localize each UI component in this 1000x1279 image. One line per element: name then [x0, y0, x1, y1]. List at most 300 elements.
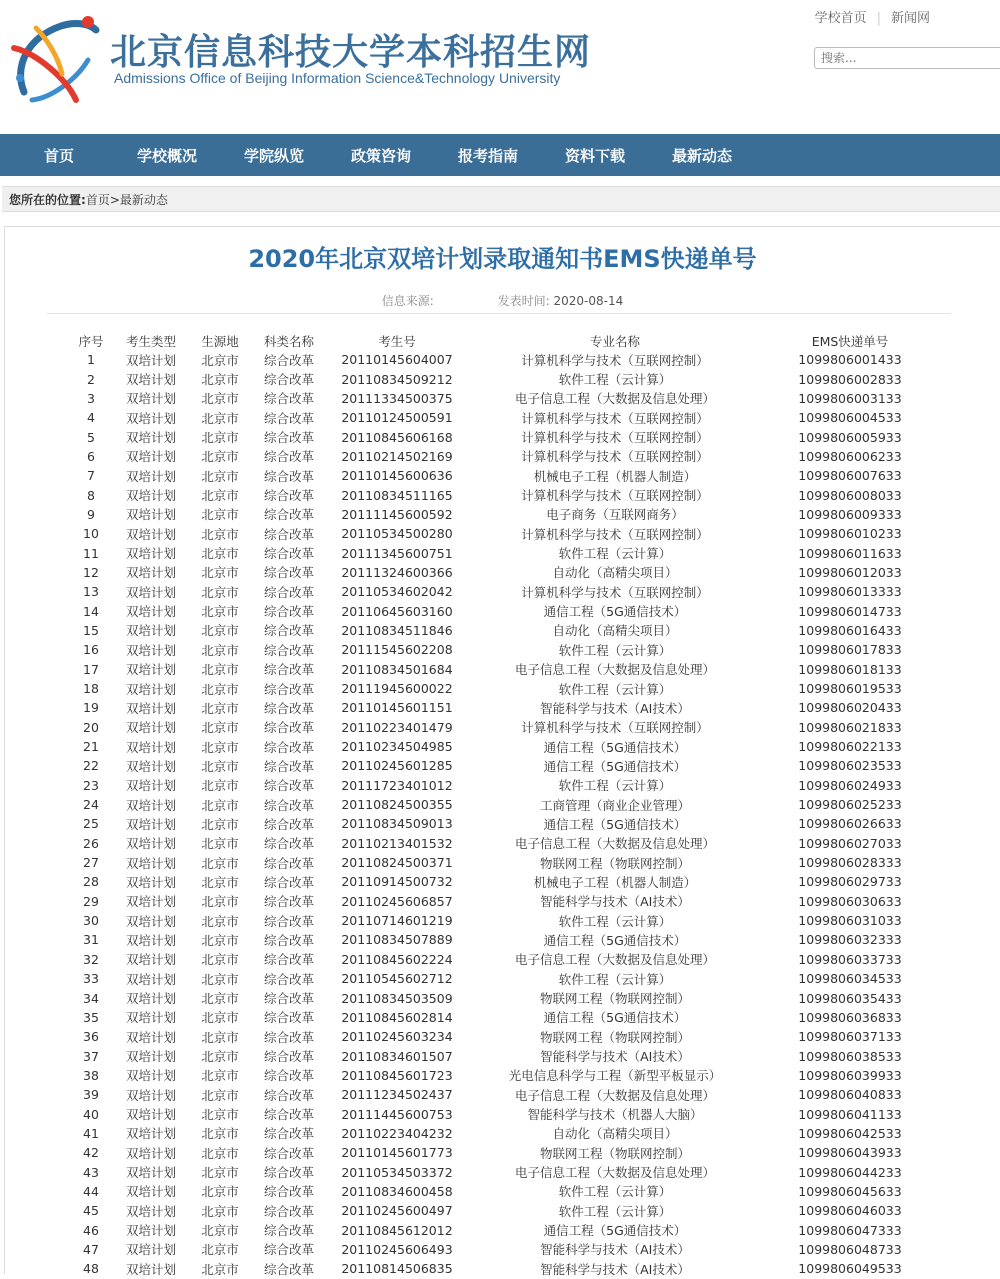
cell-origin: 北京市 [201, 913, 239, 929]
cell-major: 计算机科学与技术（互联网控制） [521, 352, 709, 368]
cell-origin: 北京市 [201, 623, 239, 639]
cell-major: 智能科学与技术（AI技术） [540, 1261, 690, 1277]
cell-type: 双培计划 [125, 952, 176, 968]
table-row [71, 466, 935, 485]
cell-origin: 北京市 [201, 1107, 239, 1123]
cell-major: 通信工程（5G通信技术） [543, 816, 687, 832]
cell-exam-id: 20110845602224 [341, 951, 453, 967]
cell-exam-id: 20110145604007 [341, 352, 453, 368]
cell-ems-number: 1099806031033 [798, 913, 902, 929]
top-link-divider: | [876, 11, 881, 26]
cell-category: 综合改革 [263, 623, 314, 639]
cell-category: 综合改革 [263, 952, 314, 968]
cell-exam-id: 20110223404232 [341, 1125, 453, 1141]
cell-origin: 北京市 [201, 932, 239, 948]
cell-category: 综合改革 [263, 778, 314, 794]
table-row [71, 814, 935, 833]
cell-category: 综合改革 [263, 1107, 314, 1123]
cell-origin: 北京市 [201, 1029, 239, 1045]
header-major: 专业名称 [589, 333, 640, 349]
cell-type: 双培计划 [125, 1145, 176, 1161]
table-row [71, 679, 935, 698]
cell-origin: 北京市 [201, 991, 239, 1007]
cell-category: 综合改革 [263, 816, 314, 832]
cell-ems-number: 1099806001433 [798, 352, 902, 368]
table-row [71, 524, 935, 543]
cell-type: 双培计划 [125, 468, 176, 484]
cell-category: 综合改革 [263, 720, 314, 736]
cell-index: 12 [83, 564, 99, 580]
cell-type: 双培计划 [125, 410, 176, 426]
cell-type: 双培计划 [125, 758, 176, 774]
cell-major: 软件工程（云计算） [558, 372, 672, 388]
cell-ems-number: 1099806045633 [798, 1183, 902, 1199]
table-row [71, 930, 935, 949]
table-row [71, 1046, 935, 1065]
header-category: 科类名称 [263, 333, 314, 349]
cell-index: 1 [87, 352, 95, 368]
table-row [71, 756, 935, 775]
cell-ems-number: 1099806038533 [798, 1048, 902, 1064]
cell-index: 16 [83, 642, 99, 658]
cell-origin: 北京市 [201, 836, 239, 852]
table-row [71, 1085, 935, 1104]
cell-index: 21 [83, 739, 99, 755]
cell-category: 综合改革 [263, 1010, 314, 1026]
cell-category: 综合改革 [263, 1184, 314, 1200]
cell-ems-number: 1099806048733 [798, 1241, 902, 1257]
cell-type: 双培计划 [125, 1242, 176, 1258]
cell-ems-number: 1099806012033 [798, 564, 902, 580]
cell-index: 32 [83, 951, 99, 967]
cell-exam-id: 20110245601285 [341, 758, 453, 774]
header-origin: 生源地 [201, 333, 239, 349]
cell-index: 18 [83, 681, 99, 697]
cell-ems-number: 1099806036833 [798, 1009, 902, 1025]
cell-ems-number: 1099806002833 [798, 371, 902, 387]
nav-item-colleges[interactable]: 学院纵览 [244, 147, 305, 165]
cell-origin: 北京市 [201, 739, 239, 755]
table-row [71, 1220, 935, 1239]
cell-exam-id: 20110845606168 [341, 429, 453, 445]
cell-category: 综合改革 [263, 546, 314, 562]
nav-item-downloads[interactable]: 资料下载 [565, 147, 626, 165]
cell-exam-id: 20110834503509 [341, 990, 453, 1006]
cell-ems-number: 1099806037133 [798, 1029, 902, 1045]
top-link-school-home[interactable]: 学校首页 [814, 11, 867, 26]
cell-ems-number: 1099806030633 [798, 893, 902, 909]
cell-exam-id: 20110545602712 [341, 971, 453, 987]
cell-exam-id: 20110145600636 [341, 468, 453, 484]
cell-type: 双培计划 [125, 1223, 176, 1239]
table-row [71, 563, 935, 582]
cell-major: 电子信息工程（大数据及信息处理） [514, 1087, 715, 1103]
nav-item-news[interactable]: 最新动态 [672, 147, 733, 165]
breadcrumb-current[interactable]: 最新动态 [119, 193, 168, 207]
cell-index: 39 [83, 1087, 99, 1103]
cell-index: 30 [83, 913, 99, 929]
cell-index: 45 [83, 1203, 99, 1219]
cell-index: 31 [83, 932, 99, 948]
table-row [71, 543, 935, 562]
cell-origin: 北京市 [201, 1087, 239, 1103]
cell-type: 双培计划 [125, 1165, 176, 1181]
cell-major: 计算机科学与技术（互联网控制） [521, 584, 709, 600]
cell-type: 双培计划 [125, 681, 176, 697]
cell-category: 综合改革 [263, 971, 314, 987]
cell-category: 综合改革 [263, 488, 314, 504]
cell-index: 37 [83, 1048, 99, 1064]
cell-index: 44 [83, 1183, 99, 1199]
cell-ems-number: 1099806044233 [798, 1164, 902, 1180]
cell-origin: 北京市 [201, 855, 239, 871]
meta-divider [47, 313, 951, 314]
cell-ems-number: 1099806042533 [798, 1125, 902, 1141]
cell-major: 物联网工程（物联网控制） [539, 991, 690, 1007]
cell-index: 38 [83, 1067, 99, 1083]
table-row [71, 1027, 935, 1046]
nav-item-school-overview[interactable]: 学校概况 [137, 147, 198, 165]
cell-index: 25 [83, 816, 99, 832]
source-label: 信息来源: [381, 294, 434, 308]
cell-exam-id: 20110534503372 [341, 1164, 453, 1180]
cell-type: 双培计划 [125, 971, 176, 987]
cell-exam-id: 20111723401012 [341, 777, 453, 793]
cell-type: 双培计划 [125, 816, 176, 832]
cell-origin: 北京市 [201, 1010, 239, 1026]
cell-major: 计算机科学与技术（互联网控制） [521, 720, 709, 736]
cell-exam-id: 20111234502437 [341, 1087, 453, 1103]
cell-major: 电子信息工程（大数据及信息处理） [514, 662, 715, 678]
cell-exam-id: 20110214502169 [341, 448, 453, 464]
cell-category: 综合改革 [263, 604, 314, 620]
cell-ems-number: 1099806007633 [798, 468, 902, 484]
cell-ems-number: 1099806005933 [798, 429, 902, 445]
cell-ems-number: 1099806023533 [798, 758, 902, 774]
cell-origin: 北京市 [201, 352, 239, 368]
cell-ems-number: 1099806006233 [798, 448, 902, 464]
table-header-row [71, 331, 935, 350]
table-row [71, 892, 935, 911]
cell-category: 综合改革 [263, 894, 314, 910]
article-meta [5, 292, 1000, 309]
cell-origin: 北京市 [201, 700, 239, 716]
cell-type: 双培计划 [125, 372, 176, 388]
cell-exam-id: 20110245606493 [341, 1241, 453, 1257]
cell-type: 双培计划 [125, 662, 176, 678]
cell-exam-id: 20110245600497 [341, 1203, 453, 1219]
cell-origin: 北京市 [201, 894, 239, 910]
cell-ems-number: 1099806020433 [798, 700, 902, 716]
cell-major: 通信工程（5G通信技术） [543, 932, 687, 948]
table-row [71, 834, 935, 853]
cell-ems-number: 1099806004533 [798, 410, 902, 426]
cell-category: 综合改革 [263, 526, 314, 542]
cell-category: 综合改革 [263, 1029, 314, 1045]
cell-exam-id: 20110834600458 [341, 1183, 453, 1199]
table-row [71, 621, 935, 640]
cell-ems-number: 1099806022133 [798, 739, 902, 755]
table-row [71, 1240, 935, 1259]
cell-ems-number: 1099806046033 [798, 1203, 902, 1219]
cell-exam-id: 20110824500355 [341, 797, 453, 813]
cell-major: 智能科学与技术（AI技术） [540, 1049, 690, 1065]
cell-origin: 北京市 [201, 1261, 239, 1277]
cell-major: 电子信息工程（大数据及信息处理） [514, 952, 715, 968]
cell-major: 机械电子工程（机器人制造） [533, 874, 697, 890]
cell-index: 42 [83, 1145, 99, 1161]
cell-ems-number: 1099806033733 [798, 951, 902, 967]
cell-major: 电子信息工程（大数据及信息处理） [514, 1165, 715, 1181]
table-row [71, 1143, 935, 1162]
cell-exam-id: 20110645603160 [341, 603, 453, 619]
cell-type: 双培计划 [125, 932, 176, 948]
cell-major: 物联网工程（物联网控制） [539, 1145, 690, 1161]
cell-exam-id: 20111145600592 [341, 506, 453, 522]
cell-type: 双培计划 [125, 604, 176, 620]
cell-origin: 北京市 [201, 1165, 239, 1181]
site-subtitle: Admissions Office of Beijing Information Science&Technology University [114, 70, 561, 86]
cell-major: 软件工程（云计算） [558, 681, 672, 697]
cell-major: 机械电子工程（机器人制造） [533, 468, 697, 484]
breadcrumb [2, 186, 1000, 212]
cell-major: 物联网工程（物联网控制） [539, 1029, 690, 1045]
cell-major: 通信工程（5G通信技术） [543, 604, 687, 620]
table-row [71, 1201, 935, 1220]
cell-exam-id: 20110834507889 [341, 932, 453, 948]
search-input[interactable] [814, 47, 1000, 69]
cell-exam-id: 20111324600366 [341, 564, 453, 580]
cell-major: 软件工程（云计算） [558, 778, 672, 794]
table-row [71, 1104, 935, 1123]
cell-type: 双培计划 [125, 391, 176, 407]
table-row [71, 582, 935, 601]
cell-exam-id: 20110834601507 [341, 1048, 453, 1064]
cell-type: 双培计划 [125, 991, 176, 1007]
cell-index: 3 [87, 390, 95, 406]
cell-exam-id: 20110145601773 [341, 1145, 453, 1161]
cell-ems-number: 1099806047333 [798, 1222, 902, 1238]
cell-ems-number: 1099806043933 [798, 1145, 902, 1161]
table-row [71, 601, 935, 620]
cell-ems-number: 1099806024933 [798, 777, 902, 793]
cell-origin: 北京市 [201, 372, 239, 388]
cell-type: 双培计划 [125, 874, 176, 890]
cell-origin: 北京市 [201, 662, 239, 678]
cell-ems-number: 1099806027033 [798, 835, 902, 851]
cell-origin: 北京市 [201, 952, 239, 968]
cell-type: 双培计划 [125, 488, 176, 504]
table-row [71, 872, 935, 891]
cell-type: 双培计划 [125, 352, 176, 368]
cell-exam-id: 20110834511165 [341, 487, 453, 503]
cell-type: 双培计划 [125, 565, 176, 581]
cell-type: 双培计划 [125, 913, 176, 929]
cell-type: 双培计划 [125, 526, 176, 542]
cell-index: 29 [83, 893, 99, 909]
cell-major: 通信工程（5G通信技术） [543, 739, 687, 755]
publish-date: 2020-08-14 [553, 294, 624, 308]
cell-type: 双培计划 [125, 739, 176, 755]
university-logo-icon[interactable] [6, 8, 106, 108]
cell-ems-number: 1099806034533 [798, 971, 902, 987]
cell-index: 11 [83, 545, 99, 561]
cell-exam-id: 20111334500375 [341, 390, 453, 406]
cell-category: 综合改革 [263, 1203, 314, 1219]
cell-major: 智能科学与技术（AI技术） [540, 894, 690, 910]
cell-origin: 北京市 [201, 507, 239, 523]
cell-origin: 北京市 [201, 584, 239, 600]
cell-ems-number: 1099806049533 [798, 1261, 902, 1277]
cell-type: 双培计划 [125, 1049, 176, 1065]
cell-exam-id: 20110834511846 [341, 622, 453, 638]
cell-origin: 北京市 [201, 410, 239, 426]
cell-category: 综合改革 [263, 391, 314, 407]
cell-exam-id: 20110534500280 [341, 526, 453, 542]
cell-category: 综合改革 [263, 758, 314, 774]
cell-major: 物联网工程（物联网控制） [539, 855, 690, 871]
cell-type: 双培计划 [125, 1203, 176, 1219]
cell-exam-id: 20110814506835 [341, 1261, 453, 1277]
cell-index: 6 [87, 448, 95, 464]
cell-index: 24 [83, 797, 99, 813]
cell-exam-id: 20111945600022 [341, 681, 453, 697]
nav-item-guide[interactable]: 报考指南 [458, 147, 519, 165]
cell-major: 软件工程（云计算） [558, 971, 672, 987]
cell-ems-number: 1099806035433 [798, 990, 902, 1006]
cell-category: 综合改革 [263, 372, 314, 388]
cell-index: 46 [83, 1222, 99, 1238]
cell-exam-id: 20110834501684 [341, 661, 453, 677]
cell-type: 双培计划 [125, 1261, 176, 1277]
cell-type: 双培计划 [125, 1126, 176, 1142]
cell-origin: 北京市 [201, 758, 239, 774]
cell-type: 双培计划 [125, 797, 176, 813]
table-row [71, 988, 935, 1007]
cell-category: 综合改革 [263, 836, 314, 852]
cell-exam-id: 20110914500732 [341, 874, 453, 890]
cell-type: 双培计划 [125, 623, 176, 639]
cell-category: 综合改革 [263, 1049, 314, 1065]
cell-origin: 北京市 [201, 430, 239, 446]
cell-type: 双培计划 [125, 778, 176, 794]
cell-index: 36 [83, 1029, 99, 1045]
header-exam-id: 考生号 [378, 333, 416, 349]
cell-origin: 北京市 [201, 604, 239, 620]
cell-exam-id: 20110534602042 [341, 584, 453, 600]
cell-index: 40 [83, 1106, 99, 1122]
nav-item-policy[interactable]: 政策咨询 [351, 147, 412, 165]
nav-item-home[interactable]: 首页 [44, 147, 75, 165]
cell-category: 综合改革 [263, 430, 314, 446]
cell-category: 综合改革 [263, 797, 314, 813]
breadcrumb-home[interactable]: 首页 [85, 193, 110, 207]
cell-exam-id: 20110213401532 [341, 835, 453, 851]
header-index: 序号 [78, 333, 104, 349]
table-row [71, 911, 935, 930]
cell-category: 综合改革 [263, 565, 314, 581]
cell-major: 自动化（高精尖项目） [552, 565, 678, 581]
cell-major: 计算机科学与技术（互联网控制） [521, 449, 709, 465]
cell-type: 双培计划 [125, 1068, 176, 1084]
table-row [71, 737, 935, 756]
cell-origin: 北京市 [201, 391, 239, 407]
cell-major: 智能科学与技术（机器人大脑） [527, 1107, 703, 1123]
cell-ems-number: 1099806039933 [798, 1067, 902, 1083]
cell-major: 计算机科学与技术（互联网控制） [521, 488, 709, 504]
cell-category: 综合改革 [263, 507, 314, 523]
table-row [71, 1259, 935, 1278]
cell-index: 23 [83, 777, 99, 793]
table-row [71, 640, 935, 659]
cell-major: 电子商务（互联网商务） [546, 507, 684, 523]
table-row [71, 660, 935, 679]
cell-type: 双培计划 [125, 720, 176, 736]
cell-index: 10 [83, 526, 99, 542]
cell-major: 通信工程（5G通信技术） [543, 758, 687, 774]
table-row [71, 408, 935, 427]
table-row [71, 505, 935, 524]
cell-category: 综合改革 [263, 1165, 314, 1181]
table-row [71, 1182, 935, 1201]
cell-index: 33 [83, 971, 99, 987]
cell-index: 28 [83, 874, 99, 890]
cell-index: 13 [83, 584, 99, 600]
cell-category: 综合改革 [263, 913, 314, 929]
article-content [4, 226, 1000, 1277]
cell-ems-number: 1099806029733 [798, 874, 902, 890]
cell-ems-number: 1099806008033 [798, 487, 902, 503]
cell-index: 2 [87, 371, 95, 387]
cell-exam-id: 20110124500591 [341, 410, 453, 426]
cell-exam-id: 20110834509013 [341, 816, 453, 832]
cell-type: 双培计划 [125, 1029, 176, 1045]
cell-category: 综合改革 [263, 991, 314, 1007]
breadcrumb-separator: > [109, 193, 120, 207]
cell-index: 20 [83, 719, 99, 735]
cell-origin: 北京市 [201, 642, 239, 658]
cell-index: 34 [83, 990, 99, 1006]
cell-index: 8 [87, 487, 95, 503]
cell-type: 双培计划 [125, 836, 176, 852]
cell-major: 软件工程（云计算） [558, 546, 672, 562]
table-row [71, 485, 935, 504]
cell-category: 综合改革 [263, 1145, 314, 1161]
breadcrumb-label: 您所在的位置: [9, 193, 86, 207]
cell-type: 双培计划 [125, 1107, 176, 1123]
cell-exam-id: 20110824500371 [341, 855, 453, 871]
top-links [815, 7, 930, 26]
cell-ems-number: 1099806021833 [798, 719, 902, 735]
cell-origin: 北京市 [201, 1126, 239, 1142]
article-title: 2020年北京双培计划录取通知书EMS快递单号 [248, 245, 757, 273]
cell-origin: 北京市 [201, 1203, 239, 1219]
top-link-news[interactable]: 新闻网 [890, 11, 930, 26]
cell-category: 综合改革 [263, 1126, 314, 1142]
cell-exam-id: 20111345600751 [341, 545, 453, 561]
cell-index: 19 [83, 700, 99, 716]
cell-category: 综合改革 [263, 1087, 314, 1103]
table-row [71, 1066, 935, 1085]
cell-major: 软件工程（云计算） [558, 1184, 672, 1200]
table-row [71, 795, 935, 814]
cell-category: 综合改革 [263, 662, 314, 678]
cell-type: 双培计划 [125, 894, 176, 910]
table-row [71, 1162, 935, 1181]
cell-type: 双培计划 [125, 584, 176, 600]
table-row [71, 718, 935, 737]
cell-major: 电子信息工程（大数据及信息处理） [514, 836, 715, 852]
